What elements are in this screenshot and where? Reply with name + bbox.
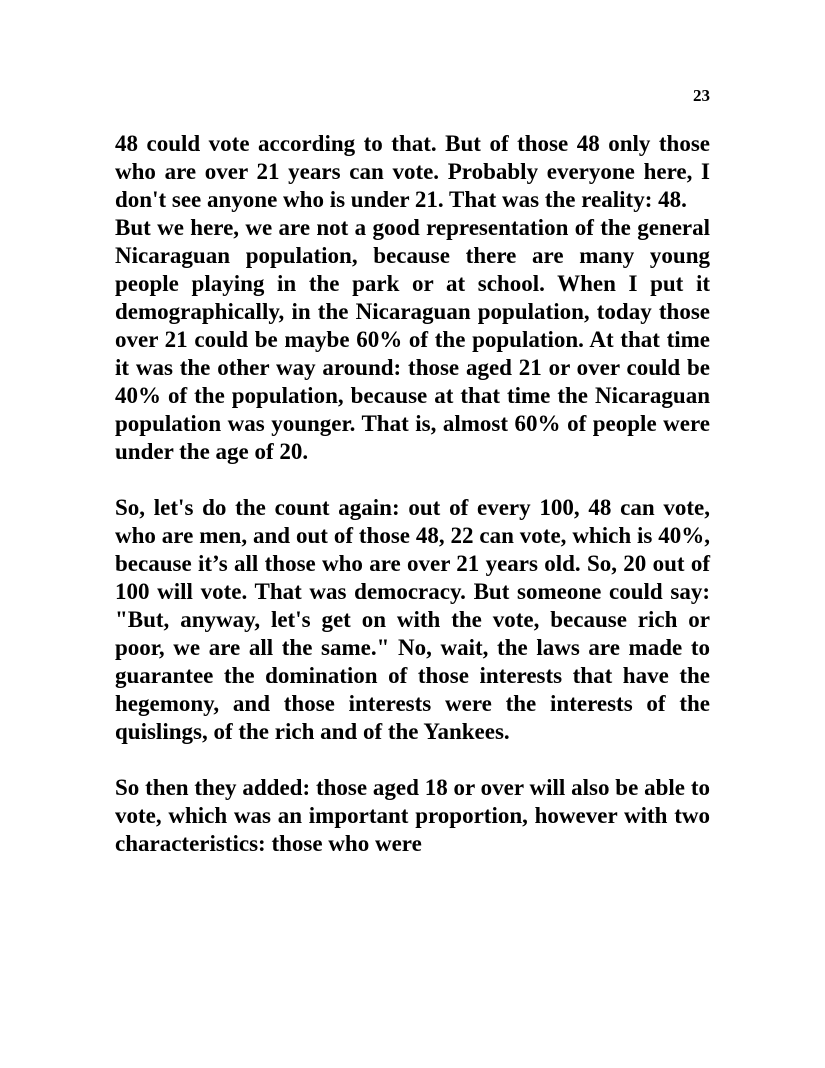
paragraph-3: So, let's do the count again: out of every 100, 48 can vote, who are men, and out of those 48, 22 can vote, which is 40%, because it’s all those who are over 21 years old. So, 20 out of 100 will vote. That was democracy. But someone could say: "But, anyway, let's get on with the vote, because rich or poor, we are all the same." No, wait, the laws are made to guarantee the domination of those interests that have the hegemony, and those interests were the interests of the quislings, of the rich and of the Yankees. xyxy=(115,495,710,744)
paragraph-2: But we here, we are not a good representation of the general Nicaraguan population, because there are many young people playing in the park or at school. When I put it demographically, in the Nicaraguan population, today those over 21 could be maybe 60% of the population. At that time it was the other way around: those aged 21 or over could be 40% of the population, because at that time the Nicaraguan population was younger. That is, almost 60% of people were under the age of 20. xyxy=(115,215,710,464)
body-text xyxy=(115,130,710,858)
page-number: 23 xyxy=(693,86,710,105)
paragraph-4: So then they added: those aged 18 or over will also be able to vote, which was an important proportion, however with two characteristics: those who were xyxy=(115,775,710,856)
paragraph-1: 48 could vote according to that. But of those 48 only those who are over 21 years can vote. Probably everyone here, I don't see anyone who is under 21. That was the reality: 48. xyxy=(115,131,710,212)
